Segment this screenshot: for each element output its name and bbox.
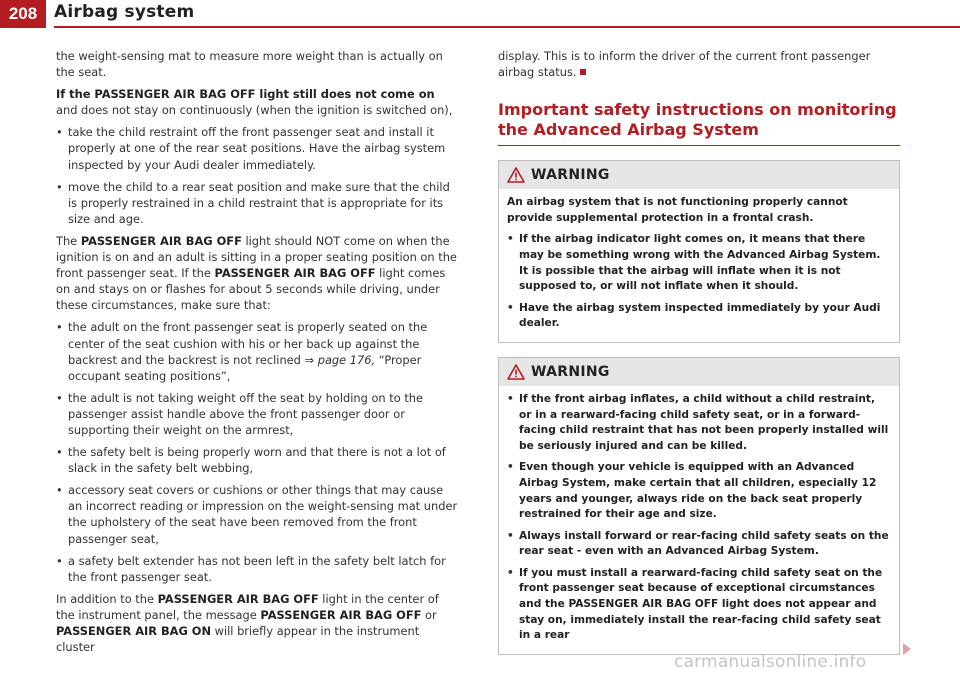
paragraph: An airbag system that is not functioning properly cannot provide supplemental protection in a frontal crash. <box>507 196 848 224</box>
bullet-item: • Even though your vehicle is equipped with an Advanced Airbag System, make certain that all children, especially 12 years and younger, always ride on the back seat properly restrained for their age and size. <box>507 460 891 522</box>
bullet-item: • the adult is not taking weight off the seat by holding on to the passenger assist handle above the front passenger door or supporting their weight on the armrest, <box>56 390 458 438</box>
left-column <box>56 48 458 661</box>
header-rule <box>54 26 960 28</box>
warning-box <box>498 160 900 343</box>
bullet-item: • a safety belt extender has not been left in the safety belt latch for the front passenger seat. <box>56 553 458 585</box>
bullet-item: • Have the airbag system inspected immediately by your Audi dealer. <box>507 301 891 332</box>
bullet-item: • If you must install a rearward-facing child safety seat on the front passenger seat because of exceptional circumstances and the PASSENGER AIR BAG OFF light does not appear and stay on, immediately install the rear-facing child safety seat in a rear <box>507 566 891 644</box>
warning-triangle-icon <box>507 167 525 183</box>
paragraph: In addition to the PASSENGER AIR BAG OFF light in the center of the instrument panel, the message PASSENGER AIR BAG OFF or PASSENGER AIR BAG ON will briefly appear in the instrument cluster <box>56 591 439 655</box>
end-square-icon <box>580 69 586 75</box>
page-reference-link[interactable]: ⇒ page 176, <box>304 352 376 367</box>
paragraph: If the PASSENGER AIR BAG OFF light still does not come on and does not stay on continuously (when the ignition is switched on), <box>56 87 453 118</box>
continue-arrow-icon[interactable] <box>902 643 912 655</box>
right-column <box>498 48 900 655</box>
paragraph: The PASSENGER AIR BAG OFF light should NOT come on when the ignition is on and an adult is sitting in a proper seating position on the front passenger seat. If the PASSENGER AIR BAG OFF light comes on and stays on or flashes for about 5 seconds while driving, under these circumstances, make sure that: <box>56 233 457 313</box>
paragraph: the weight-sensing mat to measure more weight than is actually on the seat. <box>56 49 443 80</box>
warning-label: WARNING <box>531 363 610 380</box>
bullet-item: • take the child restraint off the front passenger seat and install it properly at one of the rear seat positions. Have the airbag system inspected by your Audi dealer immediately. <box>56 124 458 172</box>
chapter-title: Airbag system <box>54 2 195 22</box>
warning-label: WARNING <box>531 167 610 184</box>
bullet-item: • move the child to a rear seat position and make sure that the child is properly restrained in a child restraint that is appropriate for its size and age. <box>56 179 458 227</box>
section-title: Important safety instructions on monitoring the Advanced Airbag System <box>498 100 900 146</box>
warning-header <box>499 161 899 189</box>
warning-body <box>499 189 899 342</box>
bullet-item: • the safety belt is being properly worn and that there is not a lot of slack in the safety belt webbing, <box>56 444 458 476</box>
warning-header <box>499 358 899 386</box>
bullet-item: • accessory seat covers or cushions or other things that may cause an incorrect reading or impression on the weight-sensing mat under the upholstery of the seat have been removed from the front passenger seat, <box>56 482 458 546</box>
warning-box <box>498 357 900 655</box>
warning-triangle-icon <box>507 364 525 380</box>
bullet-item: • Always install forward or rear-facing child safety seats on the rear seat - even with an Advanced Airbag System. <box>507 529 891 560</box>
paragraph: display. This is to inform the driver of the current front passenger airbag status. <box>498 49 871 80</box>
bullet-item: • If the front airbag inflates, a child without a child restraint, or in a rearward-facing child safety seat, or in a forward-facing child restraint that has not been properly installed will be seriously injured and can be killed. <box>507 392 891 454</box>
bullet-item: • If the airbag indicator light comes on, it means that there may be something wrong with the Advanced Airbag System. It is possible that the airbag will inflate when it is not supposed to, or will not inflate when it should. <box>507 232 891 294</box>
page-number: 208 <box>0 0 46 28</box>
bullet-item: • the adult on the front passenger seat is properly seated on the center of the seat cushion with his or her back up against the backrest and the backrest is not reclined ⇒ page 176, “Proper occupant seating positions”, <box>56 319 458 383</box>
watermark: carmanualsonline.info <box>674 652 867 672</box>
warning-body <box>499 386 899 654</box>
page-header <box>0 0 960 28</box>
